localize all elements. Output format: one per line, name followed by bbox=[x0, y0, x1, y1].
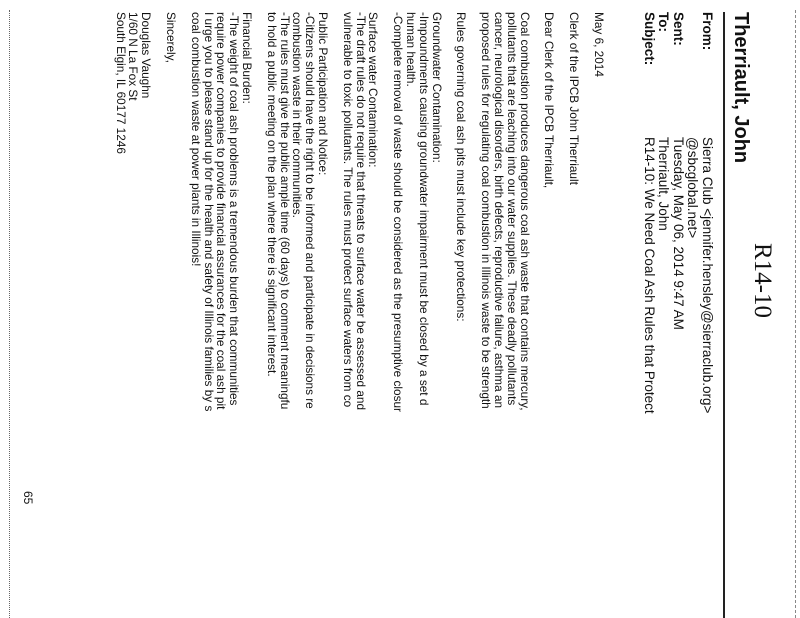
groundwater-line: human health. bbox=[404, 12, 419, 87]
public-participation-line: -Citizens should have the right to be informed and participate in decisions re bbox=[303, 12, 318, 409]
from-value: Sierra Club <jennifer.hensley@sierraclub.org> bbox=[700, 137, 715, 414]
email-header bbox=[641, 12, 714, 414]
groundwater-heading: Groundwater Contamination: bbox=[429, 12, 444, 163]
subject-value: R14-10: We Need Coal Ash Rules that Protect bbox=[641, 137, 657, 414]
intro-line: proposed rules for regulating coal combustion in Illinois waste to be strength bbox=[479, 12, 494, 409]
groundwater-line: -Complete removal of waste should be considered as the presumptive closur bbox=[391, 12, 406, 412]
public-participation-line: combustion waste in their communities. bbox=[290, 12, 305, 218]
header-divider bbox=[723, 12, 725, 618]
intro-line: Coal combustion produces dangerous coal ash waste that contains mercury, bbox=[517, 12, 532, 411]
public-participation-heading: Public Participation and Notice: bbox=[316, 12, 331, 176]
docket-stamp: R14-10 bbox=[749, 243, 776, 318]
from-value-continued: @sbcglobal.net> bbox=[685, 137, 701, 239]
sent-value: Tuesday, May 06, 2014 9:47 AM bbox=[670, 137, 686, 330]
subject-row bbox=[641, 12, 656, 414]
surface-water-heading: Surface water Contamination: bbox=[366, 12, 381, 168]
signature-address: 1/60 N La Fox St bbox=[126, 12, 141, 101]
public-participation-line: -The rules must give the public ample time (60 days) to comment meaningfu bbox=[277, 12, 292, 410]
key-protections-line: Rules governing coal ash pits must include key protections: bbox=[454, 12, 469, 322]
financial-line: I urge you to please stand up for the health and safety of Illinois families by s bbox=[201, 12, 216, 412]
to-label: To: bbox=[656, 12, 672, 32]
financial-heading: Financial Burden: bbox=[240, 12, 255, 104]
letter-closing: Sincerely, bbox=[164, 12, 179, 63]
scan-edge-top bbox=[795, 10, 796, 618]
signature-city: South Elgin, IL 60177 1246 bbox=[113, 12, 128, 154]
to-value: Therriault, John bbox=[656, 137, 672, 231]
public-participation-line: to hold a public meeting on the plan where there is significant interest. bbox=[264, 12, 279, 377]
letter-recipient: Clerk of the IPCB John Therriault bbox=[567, 12, 582, 185]
signature-name: Douglas Vaughn bbox=[139, 12, 154, 99]
letter-body bbox=[114, 12, 605, 618]
financial-line: require power companies to provide financial assurances for the coal ash pit bbox=[214, 12, 229, 410]
page-number: 65 bbox=[21, 491, 35, 505]
groundwater-line: -Impoundments causing groundwater impairment must be closed by a set d bbox=[416, 12, 431, 406]
letter-salutation: Dear Clerk of the IPCB Therriault, bbox=[542, 12, 557, 189]
from-row bbox=[699, 12, 714, 414]
intro-line: cancer, neurological disorders, birth defects, reproductive failure, asthma an bbox=[492, 12, 507, 409]
sent-row bbox=[670, 12, 685, 414]
intro-line: pollutants that are leaching into our water supplies. These deadly pollutants bbox=[504, 12, 519, 406]
financial-line: coal combustion waste at power plants in Illinois! bbox=[188, 12, 203, 267]
from-label: From: bbox=[700, 12, 715, 51]
sent-label: Sent: bbox=[670, 12, 686, 46]
to-row bbox=[656, 12, 671, 414]
surface-water-line: -The draft rules do not require that threats to surface water be assessed and bbox=[353, 12, 368, 411]
sender-name-heading: Therriault, John bbox=[730, 12, 752, 164]
scan-edge-bottom bbox=[9, 10, 10, 618]
letter-date: May 6, 2014 bbox=[592, 12, 606, 77]
from-row-2 bbox=[685, 12, 700, 414]
subject-label: Subject: bbox=[641, 12, 657, 66]
financial-line: -The weight of coal ash problems is a tremendous burden that communities bbox=[227, 12, 242, 406]
surface-water-line: vulnerable to toxic pollutants. The rules must protect surface waters from co bbox=[340, 12, 355, 408]
